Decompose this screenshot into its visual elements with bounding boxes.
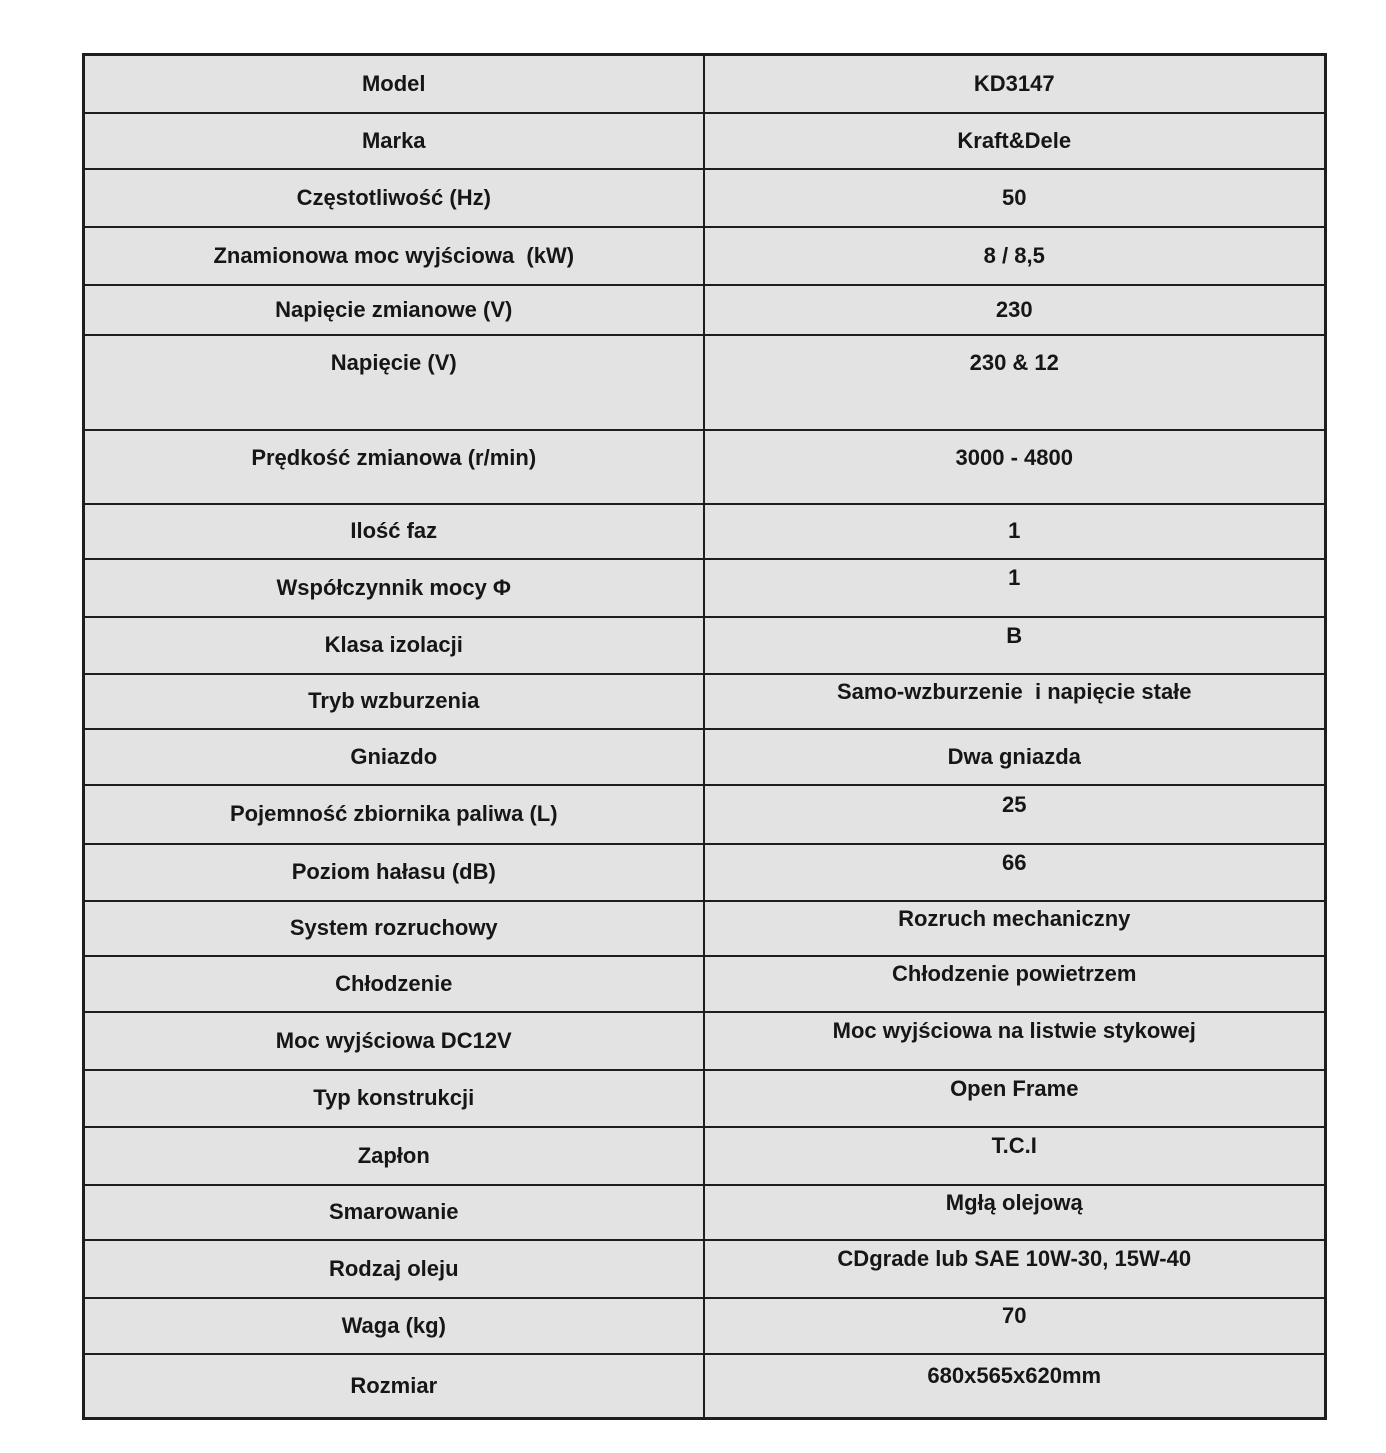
spec-label: Tryb wzburzenia bbox=[85, 675, 705, 728]
spec-value: 8 / 8,5 bbox=[983, 242, 1045, 268]
table-row bbox=[85, 957, 1324, 1013]
table-row bbox=[85, 902, 1324, 957]
table-row bbox=[85, 1355, 1324, 1417]
spec-label: Model bbox=[85, 56, 705, 112]
spec-value: B bbox=[1006, 622, 1023, 648]
spec-value: Rozruch mechaniczny bbox=[898, 905, 1131, 931]
table-row bbox=[85, 286, 1324, 336]
table-row bbox=[85, 170, 1324, 228]
spec-value: Kraft&Dele bbox=[957, 127, 1072, 153]
spec-value: Mgłą olejową bbox=[945, 1189, 1083, 1215]
spec-value: 70 bbox=[1002, 1303, 1027, 1329]
spec-value: Samo-wzburzenie i napięcie stałe bbox=[836, 678, 1192, 704]
table-row bbox=[85, 505, 1324, 560]
spec-label: Chłodzenie bbox=[85, 957, 705, 1011]
spec-value: 66 bbox=[1002, 849, 1027, 875]
spec-value: Open Frame bbox=[950, 1075, 1079, 1101]
table-row bbox=[85, 786, 1324, 845]
spec-value: 1 bbox=[1008, 518, 1021, 544]
spec-label: Zapłon bbox=[85, 1128, 705, 1184]
spec-label: Moc wyjściowa DC12V bbox=[85, 1013, 705, 1069]
spec-label: Rodzaj oleju bbox=[85, 1241, 705, 1297]
spec-value: Chłodzenie powietrzem bbox=[892, 961, 1137, 987]
spec-value: CDgrade lub SAE 10W-30, 15W-40 bbox=[837, 1246, 1192, 1272]
spec-label: Typ konstrukcji bbox=[85, 1071, 705, 1126]
table-row bbox=[85, 618, 1324, 675]
spec-value: Dwa gniazda bbox=[947, 743, 1081, 769]
spec-label: Prędkość zmianowa (r/min) bbox=[85, 431, 705, 503]
table-row bbox=[85, 56, 1324, 114]
spec-label: Gniazdo bbox=[85, 730, 705, 784]
table-row bbox=[85, 845, 1324, 902]
spec-value: 50 bbox=[1002, 184, 1027, 210]
spec-label: Ilość faz bbox=[85, 505, 705, 558]
table-row bbox=[85, 560, 1324, 618]
table-row bbox=[85, 1071, 1324, 1128]
spec-value: 680x565x620mm bbox=[927, 1363, 1102, 1389]
spec-value: 25 bbox=[1002, 791, 1027, 817]
table-row bbox=[85, 431, 1324, 505]
spec-label: Waga (kg) bbox=[85, 1299, 705, 1353]
spec-label: Klasa izolacji bbox=[85, 618, 705, 673]
spec-value: 3000 - 4800 bbox=[955, 445, 1073, 470]
spec-label: Częstotliwość (Hz) bbox=[85, 170, 705, 226]
spec-value: 230 & 12 bbox=[969, 350, 1059, 375]
spec-value: T.C.I bbox=[991, 1133, 1037, 1159]
spec-label: Rozmiar bbox=[85, 1355, 705, 1417]
spec-label: Smarowanie bbox=[85, 1186, 705, 1239]
spec-label: Marka bbox=[85, 114, 705, 168]
table-row bbox=[85, 1241, 1324, 1299]
table-row bbox=[85, 1299, 1324, 1355]
spec-label: Poziom hałasu (dB) bbox=[85, 845, 705, 900]
table-row bbox=[85, 1013, 1324, 1071]
table-row bbox=[85, 1128, 1324, 1186]
spec-label: Znamionowa moc wyjściowa (kW) bbox=[85, 228, 705, 284]
spec-value: Moc wyjściowa na listwie stykowej bbox=[832, 1018, 1196, 1044]
table-row bbox=[85, 675, 1324, 730]
table-row bbox=[85, 114, 1324, 170]
table-row bbox=[85, 336, 1324, 431]
spec-label: Pojemność zbiornika paliwa (L) bbox=[85, 786, 705, 843]
spec-label: Napięcie (V) bbox=[85, 336, 705, 429]
table-row bbox=[85, 1186, 1324, 1241]
spec-label: Współczynnik mocy Φ bbox=[85, 560, 705, 616]
table-row bbox=[85, 730, 1324, 786]
spec-table bbox=[82, 53, 1327, 1420]
spec-label: System rozruchowy bbox=[85, 902, 705, 955]
spec-value: 230 bbox=[995, 296, 1033, 322]
spec-value: KD3147 bbox=[973, 70, 1055, 96]
spec-value: 1 bbox=[1008, 565, 1021, 591]
table-row bbox=[85, 228, 1324, 286]
spec-label: Napięcie zmianowe (V) bbox=[85, 286, 705, 334]
